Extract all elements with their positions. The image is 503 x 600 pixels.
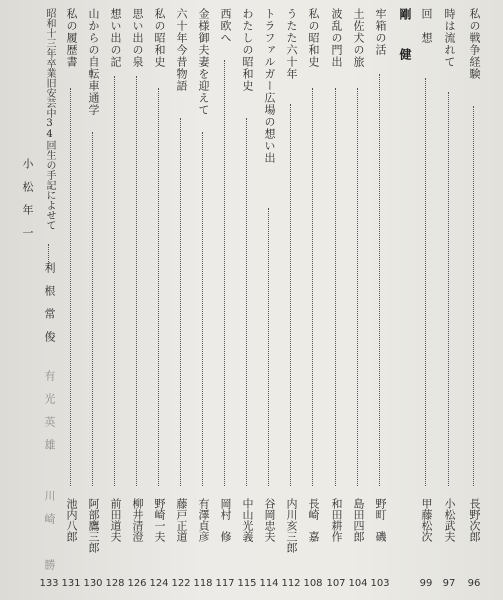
entry-author: 藤戸正道 [175,498,188,542]
leader-dots [312,88,313,486]
entry-author: 岡村 修 [219,498,232,542]
toc-entry [173,8,189,598]
leader-dots [473,106,474,486]
entry-title: 山からの自転車通学 [87,8,100,116]
entry-title: うたた六十年 [285,8,298,80]
contributor-name: 川崎 勝 [43,490,56,582]
entry-title: 牢箱の活 [374,8,387,56]
entry-page: 104 [348,578,368,589]
toc-entry [372,8,388,598]
entry-page: 99 [419,578,433,589]
entry-page: 128 [105,578,125,589]
toc-entry [418,8,434,598]
toc-entry [261,8,277,598]
entry-page: 96 [467,578,481,589]
toc-entry [239,8,255,598]
toc-entry [217,8,233,598]
leader-dots [335,88,336,486]
entry-page: 118 [193,578,213,589]
entry-title: 六十年今昔物語 [175,8,188,92]
entry-author: 柳井清澄 [131,498,144,542]
entry-title: 金様御夫妻を迎えて [197,8,210,116]
entry-page: 122 [171,578,191,589]
leader-dots [114,76,115,486]
entry-page: 103 [370,578,390,589]
entry-title: 土佐犬の旅 [352,8,365,68]
leader-dots [70,88,71,486]
leader-dots [180,118,181,486]
toc-entry [305,8,321,598]
leader-dots [268,208,269,486]
entry-author: 小松武夫 [443,498,456,542]
toc-entry [350,8,366,598]
leader-dots [448,92,449,486]
entry-author: 阿部鷹三郎 [87,498,100,553]
toc-entry [107,8,123,598]
leader-dots [224,60,225,486]
entry-author: 池内八郎 [65,498,78,542]
entry-author: 中山光義 [241,498,254,542]
entry-author: 内川亥三郎 [285,498,298,553]
entry-title: わたしの昭和史 [241,8,254,92]
entry-page: 131 [61,578,81,589]
toc-entry [283,8,299,598]
entry-page: 107 [326,578,346,589]
entry-page: 130 [83,578,103,589]
toc-entry [441,8,457,598]
leader-dots [158,88,159,486]
contributor-name: 利根常俊 [43,262,56,354]
contributor-name: 有光英雄 [43,370,56,462]
entry-page: 112 [281,578,301,589]
entry-author: 長野次郎 [468,498,481,542]
entry-page: 115 [237,578,257,589]
entry-page: 117 [215,578,235,589]
entry-title: 私の昭和史 [153,8,166,68]
contributor-name: 小松年一 [21,158,34,250]
entry-title: 私の昭和史 [307,8,320,68]
entry-title: 回 想 [420,8,433,44]
entry-title: 想い出の記 [109,8,122,68]
leader-dots [425,78,426,486]
toc-entry [466,8,482,598]
entry-author: 島田四郎 [352,498,365,542]
leader-dots [202,132,203,486]
entry-author: 谷岡忠夫 [263,498,276,542]
entry-page: 133 [39,578,59,589]
entry-author: 前田道夫 [109,498,122,542]
leader-dots [92,132,93,486]
leader-dots [379,74,380,486]
leader-dots [246,118,247,486]
toc-entry [129,8,145,598]
toc-entry [63,8,79,598]
entry-page: 126 [127,578,147,589]
entry-author: 和田耕作 [330,498,343,542]
entry-title: 時は流れて [443,8,456,68]
entry-page: 97 [442,578,456,589]
leader-dots [136,76,137,486]
entry-author: 野町 磯 [374,498,387,542]
toc-entry [151,8,167,598]
entry-author: 甲藤松次 [420,498,433,542]
toc-entry [195,8,211,598]
entry-title: 西欧へ [219,8,232,44]
entry-title: 私の戦争経験 [468,8,481,80]
entry-title: 思い出の泉 [131,8,144,68]
section-heading: 剛 健 [398,8,412,68]
entry-page: 114 [259,578,279,589]
leader-dots [357,88,358,486]
entry-title: 昭和十三年卒業旧安芸中34回生の手記によせて [44,8,55,230]
leader-dots [290,104,291,486]
toc-entry [328,8,344,598]
entry-title: 私の履歴書 [65,8,78,68]
entry-page: 108 [303,578,323,589]
entry-page: 124 [149,578,169,589]
toc-entry [85,8,101,598]
entry-title: 波乱の門出 [330,8,343,68]
entry-author: 長崎 嘉 [307,498,320,542]
entry-author: 野崎一夫 [153,498,166,542]
entry-title: トラファルガー広場の想い出 [263,8,276,164]
entry-author: 有澤貞彦 [197,498,210,542]
